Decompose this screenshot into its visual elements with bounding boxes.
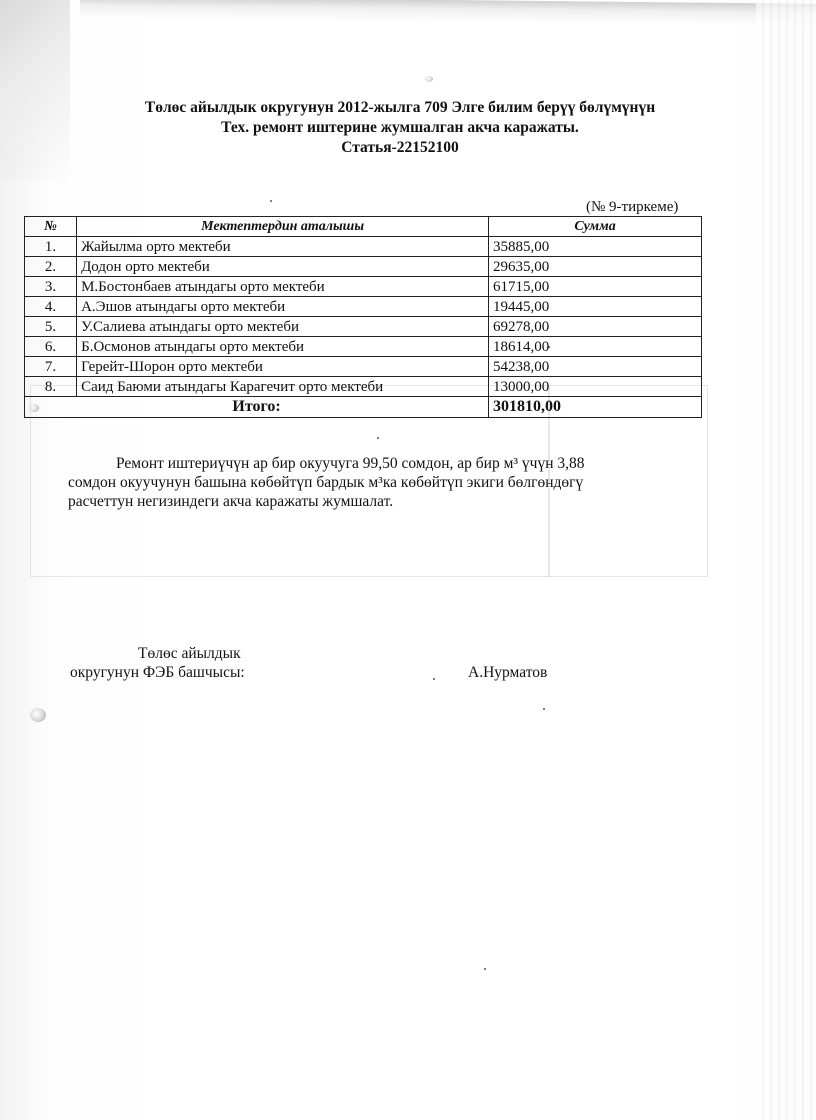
table-header-row [25, 217, 702, 237]
scan-speck [484, 968, 486, 970]
title-line-3: Статья-22152100 [341, 139, 459, 156]
table-row [25, 357, 702, 377]
signatory-title-line-1: Төлөс айылдык [138, 645, 241, 662]
row-sum: 13000,00 [489, 377, 702, 397]
row-number: 8. [25, 377, 77, 397]
row-sum: 35885,00 [489, 237, 702, 257]
table-row [25, 337, 702, 357]
table-row [25, 277, 702, 297]
row-number: 5. [25, 317, 77, 337]
row-school-name: А.Эшов атындагы орто мектеби [77, 297, 489, 317]
row-sum: 19445,00 [489, 297, 702, 317]
explanation-paragraph [68, 454, 688, 511]
row-school-name: Саид Баюми атындагы Карагечит орто мектеби [77, 377, 489, 397]
header-number: № [25, 217, 77, 237]
scan-speck [377, 437, 379, 439]
table-total-row [25, 397, 702, 418]
table-row [25, 377, 702, 397]
signatory-name: А.Нурматов [468, 664, 548, 681]
table-row [25, 297, 702, 317]
header-sum: Сумма [489, 217, 702, 237]
row-number: 2. [25, 257, 77, 277]
row-sum: 61715,00 [489, 277, 702, 297]
row-school-name: Додон орто мектеби [77, 257, 489, 277]
page-top-shadow [80, 0, 816, 26]
row-number: 1. [25, 237, 77, 257]
scan-speck [543, 708, 545, 710]
punch-hole-top [425, 76, 433, 82]
punch-hole-left [30, 708, 46, 722]
row-sum: 29635,00 [489, 257, 702, 277]
table-row [25, 317, 702, 337]
appendix-note: (№ 9-тиркеме) [586, 199, 679, 215]
schools-expense-table [24, 216, 702, 418]
stacked-page-edges [756, 0, 816, 1120]
paragraph-line-2: сомдон окуучунун башына көбөйтүп бардык м³ка көбөйтүп экиги бөлгөндөгү [68, 474, 584, 491]
title-line-1: Төлөс айылдык округунун 2012-жылга 709 Элге билим берүү бөлүмүнүн [144, 99, 656, 116]
row-school-name: Герейт-Шорон орто мектеби [77, 357, 489, 377]
row-school-name: Б.Осмонов атындагы орто мектеби [77, 337, 489, 357]
row-sum: 54238,00 [489, 357, 702, 377]
row-number: 7. [25, 357, 77, 377]
row-number: 4. [25, 297, 77, 317]
row-school-name: Жайылма орто мектеби [77, 237, 489, 257]
scan-speck [433, 678, 435, 680]
title-line-2: Тех. ремонт иштерине жумшалган акча каражаты. [221, 119, 579, 136]
row-number: 3. [25, 277, 77, 297]
paragraph-line-1: Ремонт иштериүчүн ар бир окуучуга 99,50 сомдон, ар бир м³ үчүн 3,88 [116, 455, 585, 472]
row-sum: 18614,00 [489, 337, 702, 357]
total-label: Итого: [25, 397, 489, 418]
document-title [60, 98, 740, 158]
total-value: 301810,00 [489, 397, 702, 418]
row-sum: 69278,00 [489, 317, 702, 337]
table-row [25, 237, 702, 257]
row-school-name: М.Бостонбаев атындагы орто мектеби [77, 277, 489, 297]
table-row [25, 257, 702, 277]
paragraph-line-3: расчеттун негизиндеги акча каражаты жумшалат. [68, 493, 394, 510]
row-number: 6. [25, 337, 77, 357]
signatory-title-line-2: округунун ФЭБ башчысы: [70, 664, 245, 681]
scan-speck [270, 200, 272, 202]
header-school-name: Мектептердин аталышы [77, 217, 489, 237]
row-school-name: У.Салиева атындагы орто мектеби [77, 317, 489, 337]
